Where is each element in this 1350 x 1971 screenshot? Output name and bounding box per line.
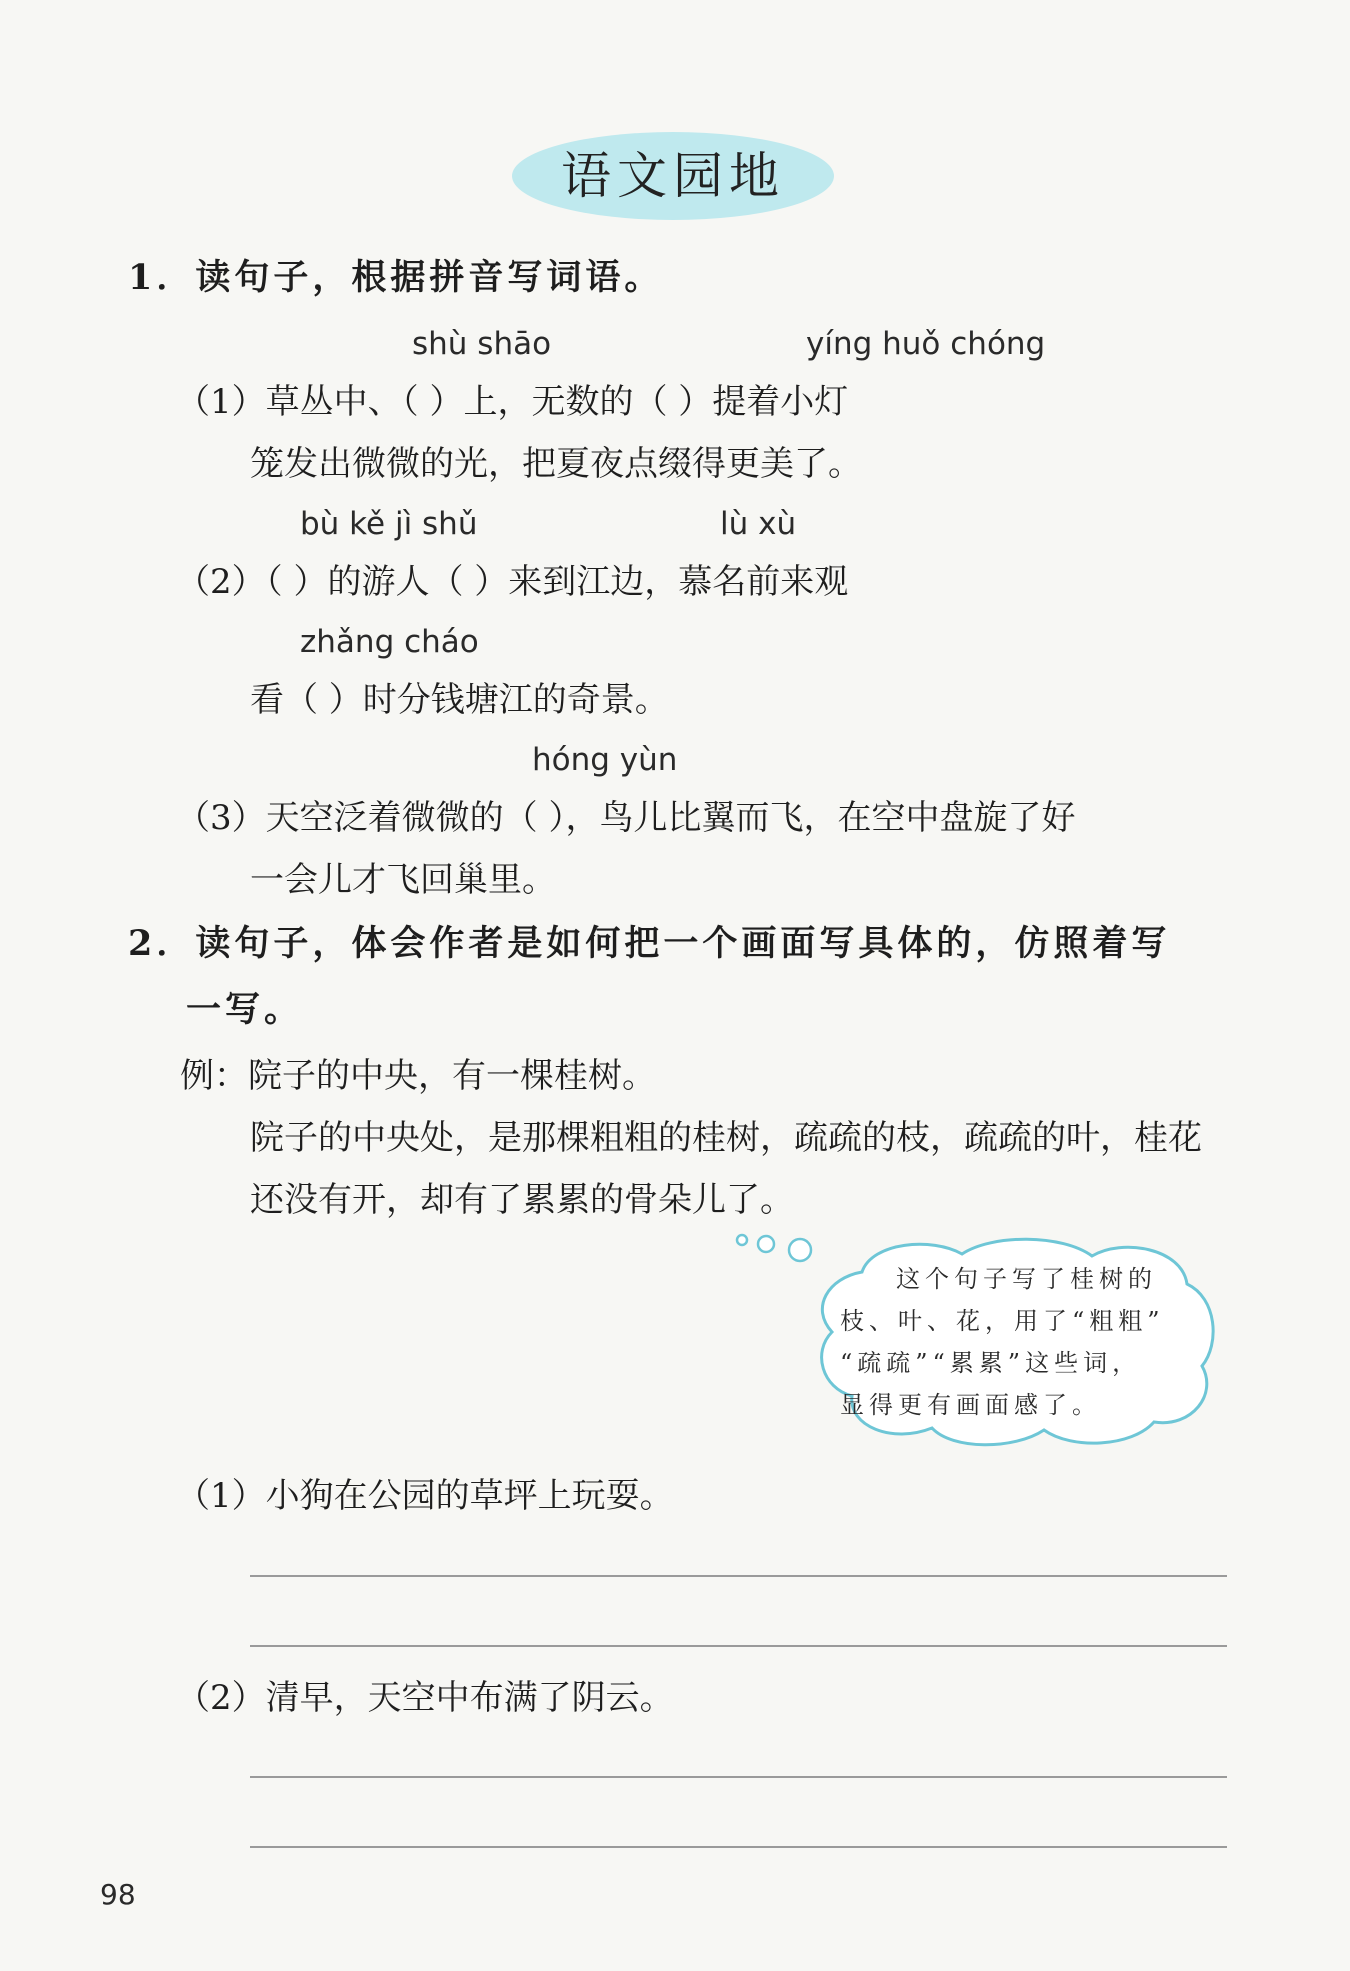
bubble-line-2: 枝、叶、花，用了“粗粗” — [840, 1307, 1165, 1335]
q2-sub1: （1）小狗在公园的草坪上玩耍。 — [176, 1476, 674, 1516]
question-2-heading-line2: 一写。 — [186, 989, 304, 1030]
bubble-tail-medium — [758, 1236, 774, 1252]
answer-line-1[interactable] — [250, 1575, 1227, 1577]
pinyin-zhang-chao: zhǎng cháo — [300, 624, 479, 660]
question-1-heading: 1．读句子，根据拼音写词语。 — [128, 257, 664, 298]
example-line1: 院子的中央处，是那棵粗粗的桂树，疏疏的枝，疏疏的叶，桂花 — [250, 1118, 1202, 1158]
pinyin-ying-huo-chong: yíng huǒ chóng — [806, 326, 1046, 362]
answer-line-4[interactable] — [250, 1846, 1227, 1848]
q1-item3-line2: 一会儿才飞回巢里。 — [250, 860, 556, 900]
pinyin-hong-yun: hóng yùn — [532, 742, 678, 778]
q2-sub2: （2）清早，天空中布满了阴云。 — [176, 1678, 674, 1718]
bubble-line-3: “疏疏”“累累”这些词， — [840, 1349, 1142, 1377]
pinyin-bu-ke-ji-shu: bù kě jì shǔ — [300, 506, 478, 542]
q1-item3-line1: （3）天空泛着微微的（ ），鸟儿比翼而飞，在空中盘旋了好 — [176, 798, 1076, 838]
pinyin-shu-shao: shù shāo — [412, 326, 552, 362]
q1-item1-line1: （1）草丛中、（ ）上，无数的（ ）提着小灯 — [176, 382, 849, 422]
answer-line-3[interactable] — [250, 1776, 1227, 1778]
page-number: 98 — [100, 1878, 136, 1911]
bubble-tail-small — [737, 1235, 747, 1245]
question-2-heading-line1: 2．读句子，体会作者是如何把一个画面写具体的，仿照着写 — [128, 923, 1171, 964]
bubble-tail-large — [789, 1239, 811, 1261]
bubble-line-1: 这个句子写了桂树的 — [896, 1265, 1157, 1293]
q1-item1-line2: 笼发出微微的光，把夏夜点缀得更美了。 — [250, 444, 862, 484]
pinyin-lu-xu: lù xù — [720, 506, 797, 542]
example-label: 例：院子的中央，有一棵桂树。 — [180, 1056, 656, 1096]
bubble-line-4: 显得更有画面感了。 — [840, 1391, 1101, 1419]
section-title-text: 语文园地 — [561, 147, 785, 205]
q1-item2-line1: （2）（ ）的游人（ ）来到江边，慕名前来观 — [176, 562, 849, 602]
thought-bubble-text — [840, 1258, 1190, 1426]
example-line2: 还没有开，却有了累累的骨朵儿了。 — [250, 1180, 794, 1220]
section-title — [512, 132, 834, 220]
q1-item2-line2: 看（ ）时分钱塘江的奇景。 — [250, 680, 669, 720]
bubble-tail-circles — [732, 1228, 822, 1268]
answer-line-2[interactable] — [250, 1645, 1227, 1647]
